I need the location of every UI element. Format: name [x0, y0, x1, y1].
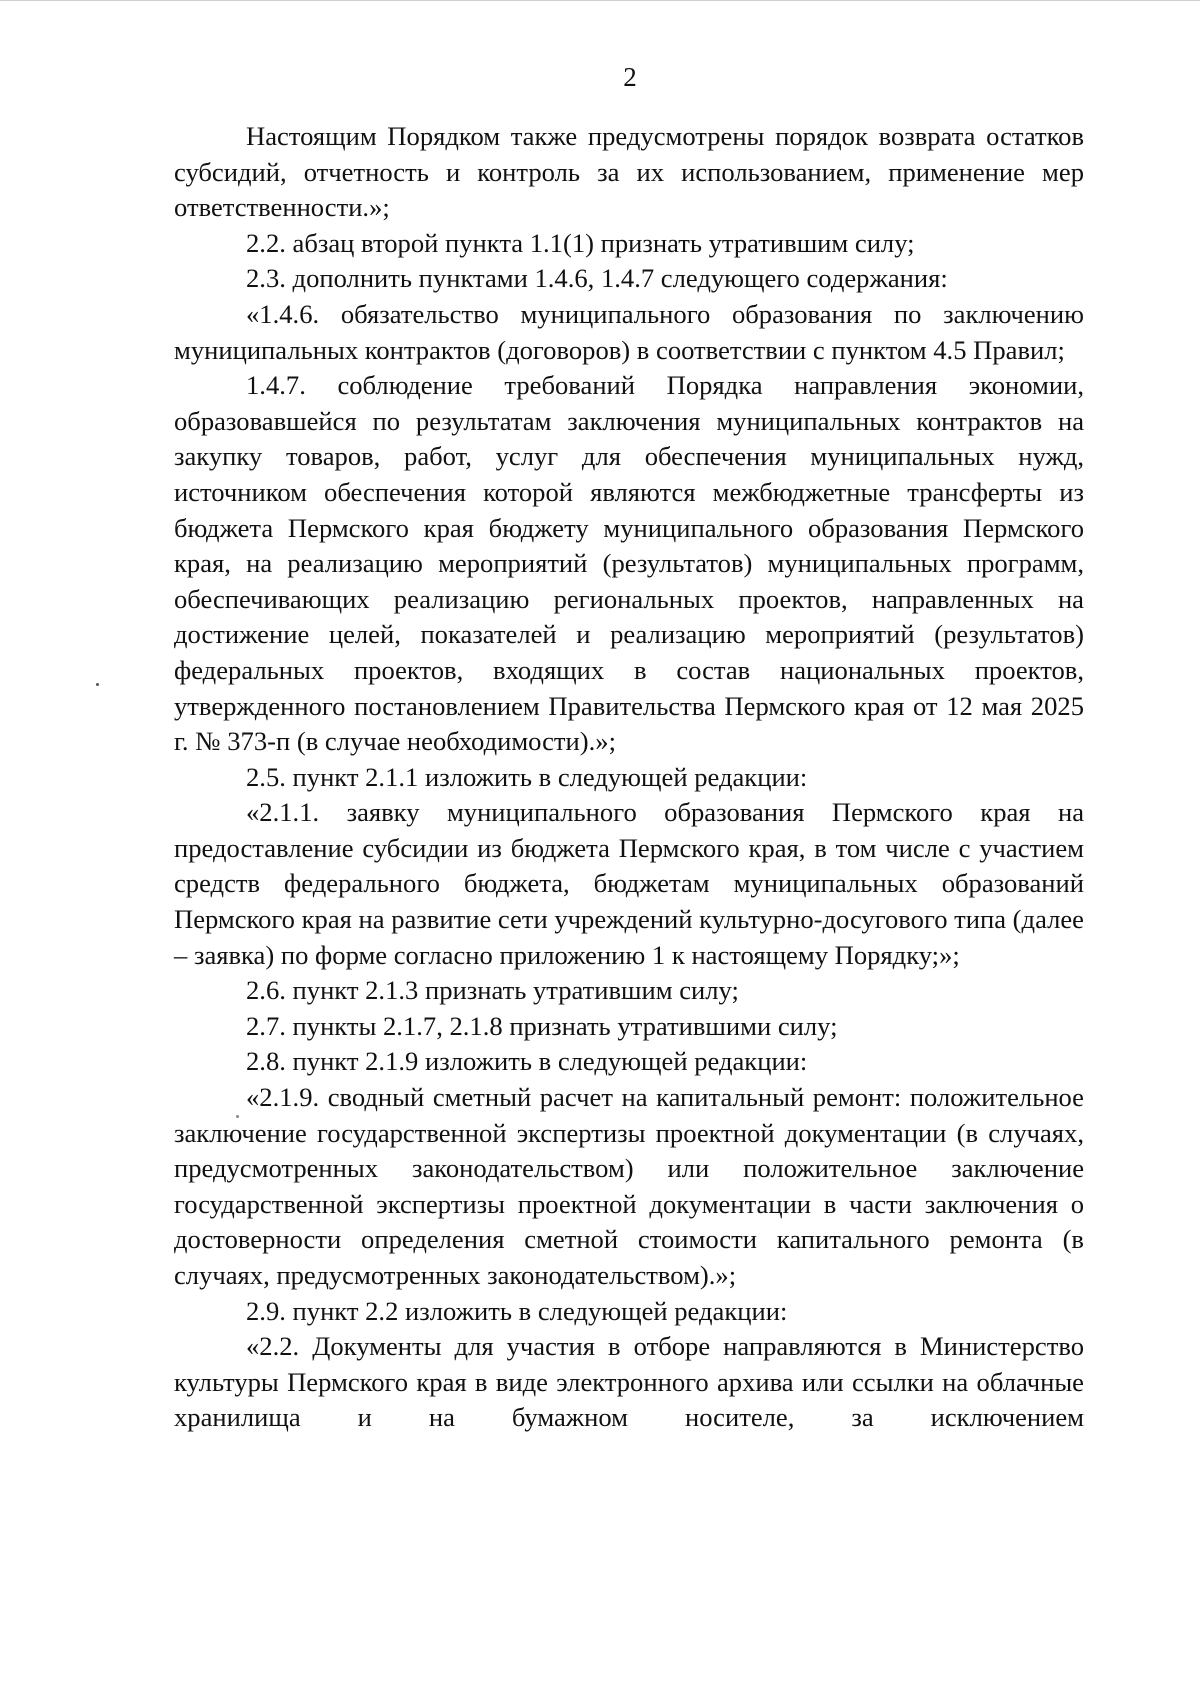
paragraph: 2.3. дополнить пунктами 1.4.6, 1.4.7 следующего содержания:	[246, 263, 948, 294]
paragraph: «2.1.9. сводный сметный расчет на капитальный ремонт: положительное заключение государственной экспертизы проектной документации (в случаях, предусмотренных законодательством) или положительное заключение государственной экспертизы проектной документации в части заключения о достоверности определения сметной стоимости капитального ремонта (в случаях, предусмотренных законодательством).»;	[174, 1082, 1084, 1290]
paragraph: 1.4.7. соблюдение требований Порядка направления экономии, образовавшейся по результатам заключения муниципальных контрактов на закупку товаров, работ, услуг для обеспечения муниципальных нужд, источником обеспечения которой являются межбюджетные трансферты из бюджета Пермского края бюджету муниципального образования Пермского края, на реализацию мероприятий (результатов) муниципальных программ, обеспечивающих реализацию региональных проектов, направленных на достижение целей, показателей и реализацию мероприятий (результатов) федеральных проектов, входящих в состав национальных проектов, утвержденного постановлением Правительства Пермского края от 12 мая 2025 г. № 373-п (в случае необходимости).»;	[174, 370, 1084, 757]
paragraph: «2.2. Документы для участия в отборе направляются в Министерство культуры Пермского края в виде электронного архива или ссылки на облачные хранилища и на бумажном носителе, за исключением	[174, 1331, 1084, 1433]
document-body	[174, 119, 1084, 1436]
paragraph: «2.1.1. заявку муниципального образования Пермского края на предоставление субсидии из бюджета Пермского края, в том числе с участием средств федерального бюджета, бюджетам муниципальных образований Пермского края на развитие сети учреждений культурно-досугового типа (далее – заявка) по форме согласно приложению 1 к настоящему Порядку;»;	[174, 797, 1084, 970]
paragraph: 2.8. пункт 2.1.9 изложить в следующей редакции:	[246, 1046, 808, 1077]
page-number: 2	[623, 62, 637, 92]
paragraph: 2.6. пункт 2.1.3 признать утратившим силу;	[246, 975, 739, 1006]
paragraph: 2.7. пункты 2.1.7, 2.1.8 признать утратившими силу;	[246, 1010, 838, 1041]
paragraph: «1.4.6. обязательство муниципального образования по заключению муниципальных контрактов (договоров) в соответствии с пунктом 4.5 Правил;	[174, 298, 1084, 365]
paragraph: 2.2. абзац второй пункта 1.1(1) признать утратившим силу;	[246, 227, 915, 258]
scan-speck	[96, 683, 99, 686]
paragraph: 2.9. пункт 2.2 изложить в следующей редакции:	[246, 1295, 788, 1326]
paragraph: Настоящим Порядком также предусмотрены порядок возврата остатков субсидий, отчетность и контроль за их использованием, применение мер ответственности.»;	[174, 121, 1084, 223]
paragraph: 2.5. пункт 2.1.1 изложить в следующей редакции:	[246, 761, 808, 792]
